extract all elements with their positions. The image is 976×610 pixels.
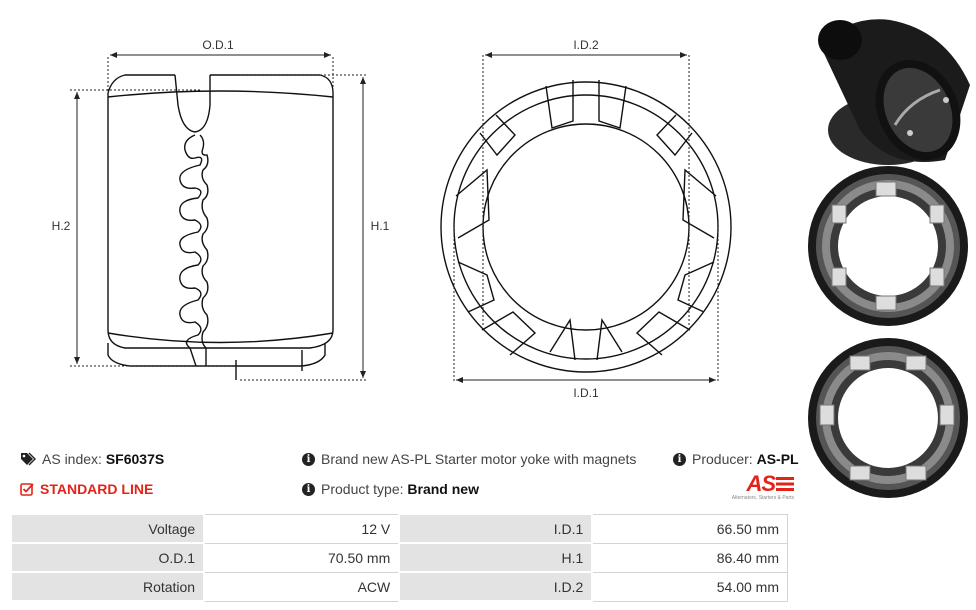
id2-label: I.D.2 <box>573 38 599 52</box>
logo-stripes-icon <box>776 475 794 493</box>
spec-value: 86.40 mm <box>592 543 787 572</box>
spec-key: Voltage <box>11 514 204 543</box>
photo-end-view-2 <box>808 338 968 498</box>
product-photos[interactable] <box>800 0 970 505</box>
spec-key: I.D.1 <box>399 514 592 543</box>
product-type <box>302 481 479 497</box>
spec-value: 12 V <box>204 514 399 543</box>
spec-key: Rotation <box>11 572 204 601</box>
spec-value: ACW <box>204 572 399 601</box>
checkbox-icon <box>20 482 34 496</box>
specs-table <box>10 513 788 602</box>
product-type-value: Brand new <box>407 481 479 497</box>
info-icon: i <box>673 453 686 466</box>
spec-value: 54.00 mm <box>592 572 787 601</box>
standard-line-badge <box>20 481 153 497</box>
as-index-label: AS index: <box>42 451 102 467</box>
logo-mark: AS <box>746 471 775 496</box>
as-index-value: SF6037S <box>105 451 165 467</box>
photo-end-view-1 <box>808 166 968 326</box>
h2-label: H.2 <box>51 219 71 233</box>
table-row <box>11 572 788 601</box>
table-row <box>11 543 788 572</box>
as-index <box>20 451 164 467</box>
product-description <box>302 451 636 467</box>
spec-key: H.1 <box>399 543 592 572</box>
producer-label: Producer: <box>692 451 753 467</box>
spec-value: 66.50 mm <box>592 514 787 543</box>
side-view <box>108 75 333 380</box>
od1-label: O.D.1 <box>202 38 234 52</box>
tags-icon <box>20 452 36 466</box>
info-icon: i <box>302 453 315 466</box>
producer-value: AS-PL <box>756 451 799 467</box>
spec-key: O.D.1 <box>11 543 204 572</box>
logo-tagline: Alternators, Starters & Parts <box>731 495 794 501</box>
id1-label: I.D.1 <box>573 386 599 400</box>
spec-value: 70.50 mm <box>204 543 399 572</box>
spec-key: I.D.2 <box>399 572 592 601</box>
end-view-dimensions <box>454 55 718 382</box>
table-row <box>11 514 788 543</box>
end-view <box>441 80 731 372</box>
description-text: Brand new AS-PL Starter motor yoke with magnets <box>321 451 637 467</box>
producer <box>673 451 799 467</box>
standard-line-label: STANDARD LINE <box>40 481 154 497</box>
as-pl-logo <box>718 473 794 505</box>
h1-label: H.1 <box>370 219 390 233</box>
product-type-label: Product type: <box>321 481 404 497</box>
info-icon: i <box>302 483 315 496</box>
photo-side-view <box>818 19 970 174</box>
side-view-dimensions <box>70 55 368 380</box>
